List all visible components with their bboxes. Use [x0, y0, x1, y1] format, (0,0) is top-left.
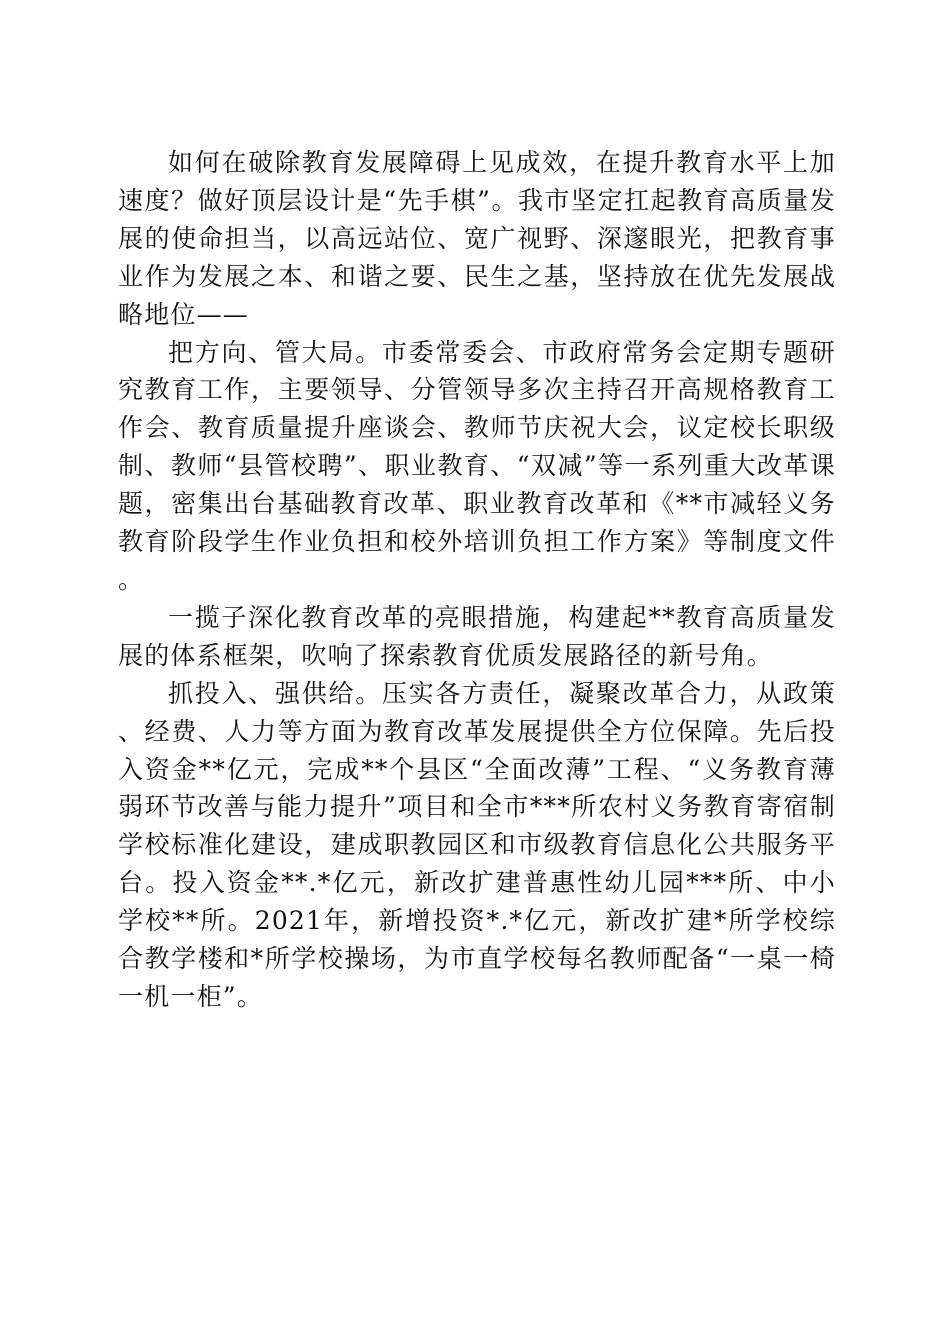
paragraph-investment-supply: 抓投入、强供给。压实各方责任，凝聚改革合力，从政策、经费、人力等方面为教育改革发展提供全方位保障。先后投入资金**亿元，完成**个县区“全面改薄”工程、“义务教育薄弱环节改善与能力提升”项目和全市***所农村义务教育寄宿制学校标准化建设，建成职教园区和市级教育信息化公共服务平台。投入资金**.*亿元，新改扩建普惠性幼儿园***所、中小学校**所。2021年，新增投资*.*亿元，新改扩建*所学校综合教学楼和*所学校操场，为市直学校每名教师配备“一桌一椅一机一柜”。	[118, 678, 836, 1011]
paragraph-direction-overall: 把方向、管大局。市委常委会、市政府常务会定期专题研究教育工作，主要领导、分管领导多次主持召开高规格教育工作会、教育质量提升座谈会、教师节庆祝大会，议定校长职级制、教师“县管校聘”、职业教育、“双减”等一系列重大改革课题，密集出台基础教育改革、职业教育改革和《**市减轻义务教育阶段学生作业负担和校外培训负担工作方案》等制度文件。	[118, 337, 836, 594]
document-body	[118, 144, 836, 1016]
paragraph-top-level-design: 如何在破除教育发展障碍上见成效，在提升教育水平上加速度？做好顶层设计是“先手棋”。我市坚定扛起教育高质量发展的使命担当，以高远站位、宽广视野、深邃眼光，把教育事业作为发展之本、和谐之要、民生之基，坚持放在优先发展战略地位——	[118, 148, 836, 329]
paragraph-reform-measures: 一揽子深化教育改革的亮眼措施，构建起**教育高质量发展的体系框架，吹响了探索教育优质发展路径的新号角。	[118, 602, 836, 670]
